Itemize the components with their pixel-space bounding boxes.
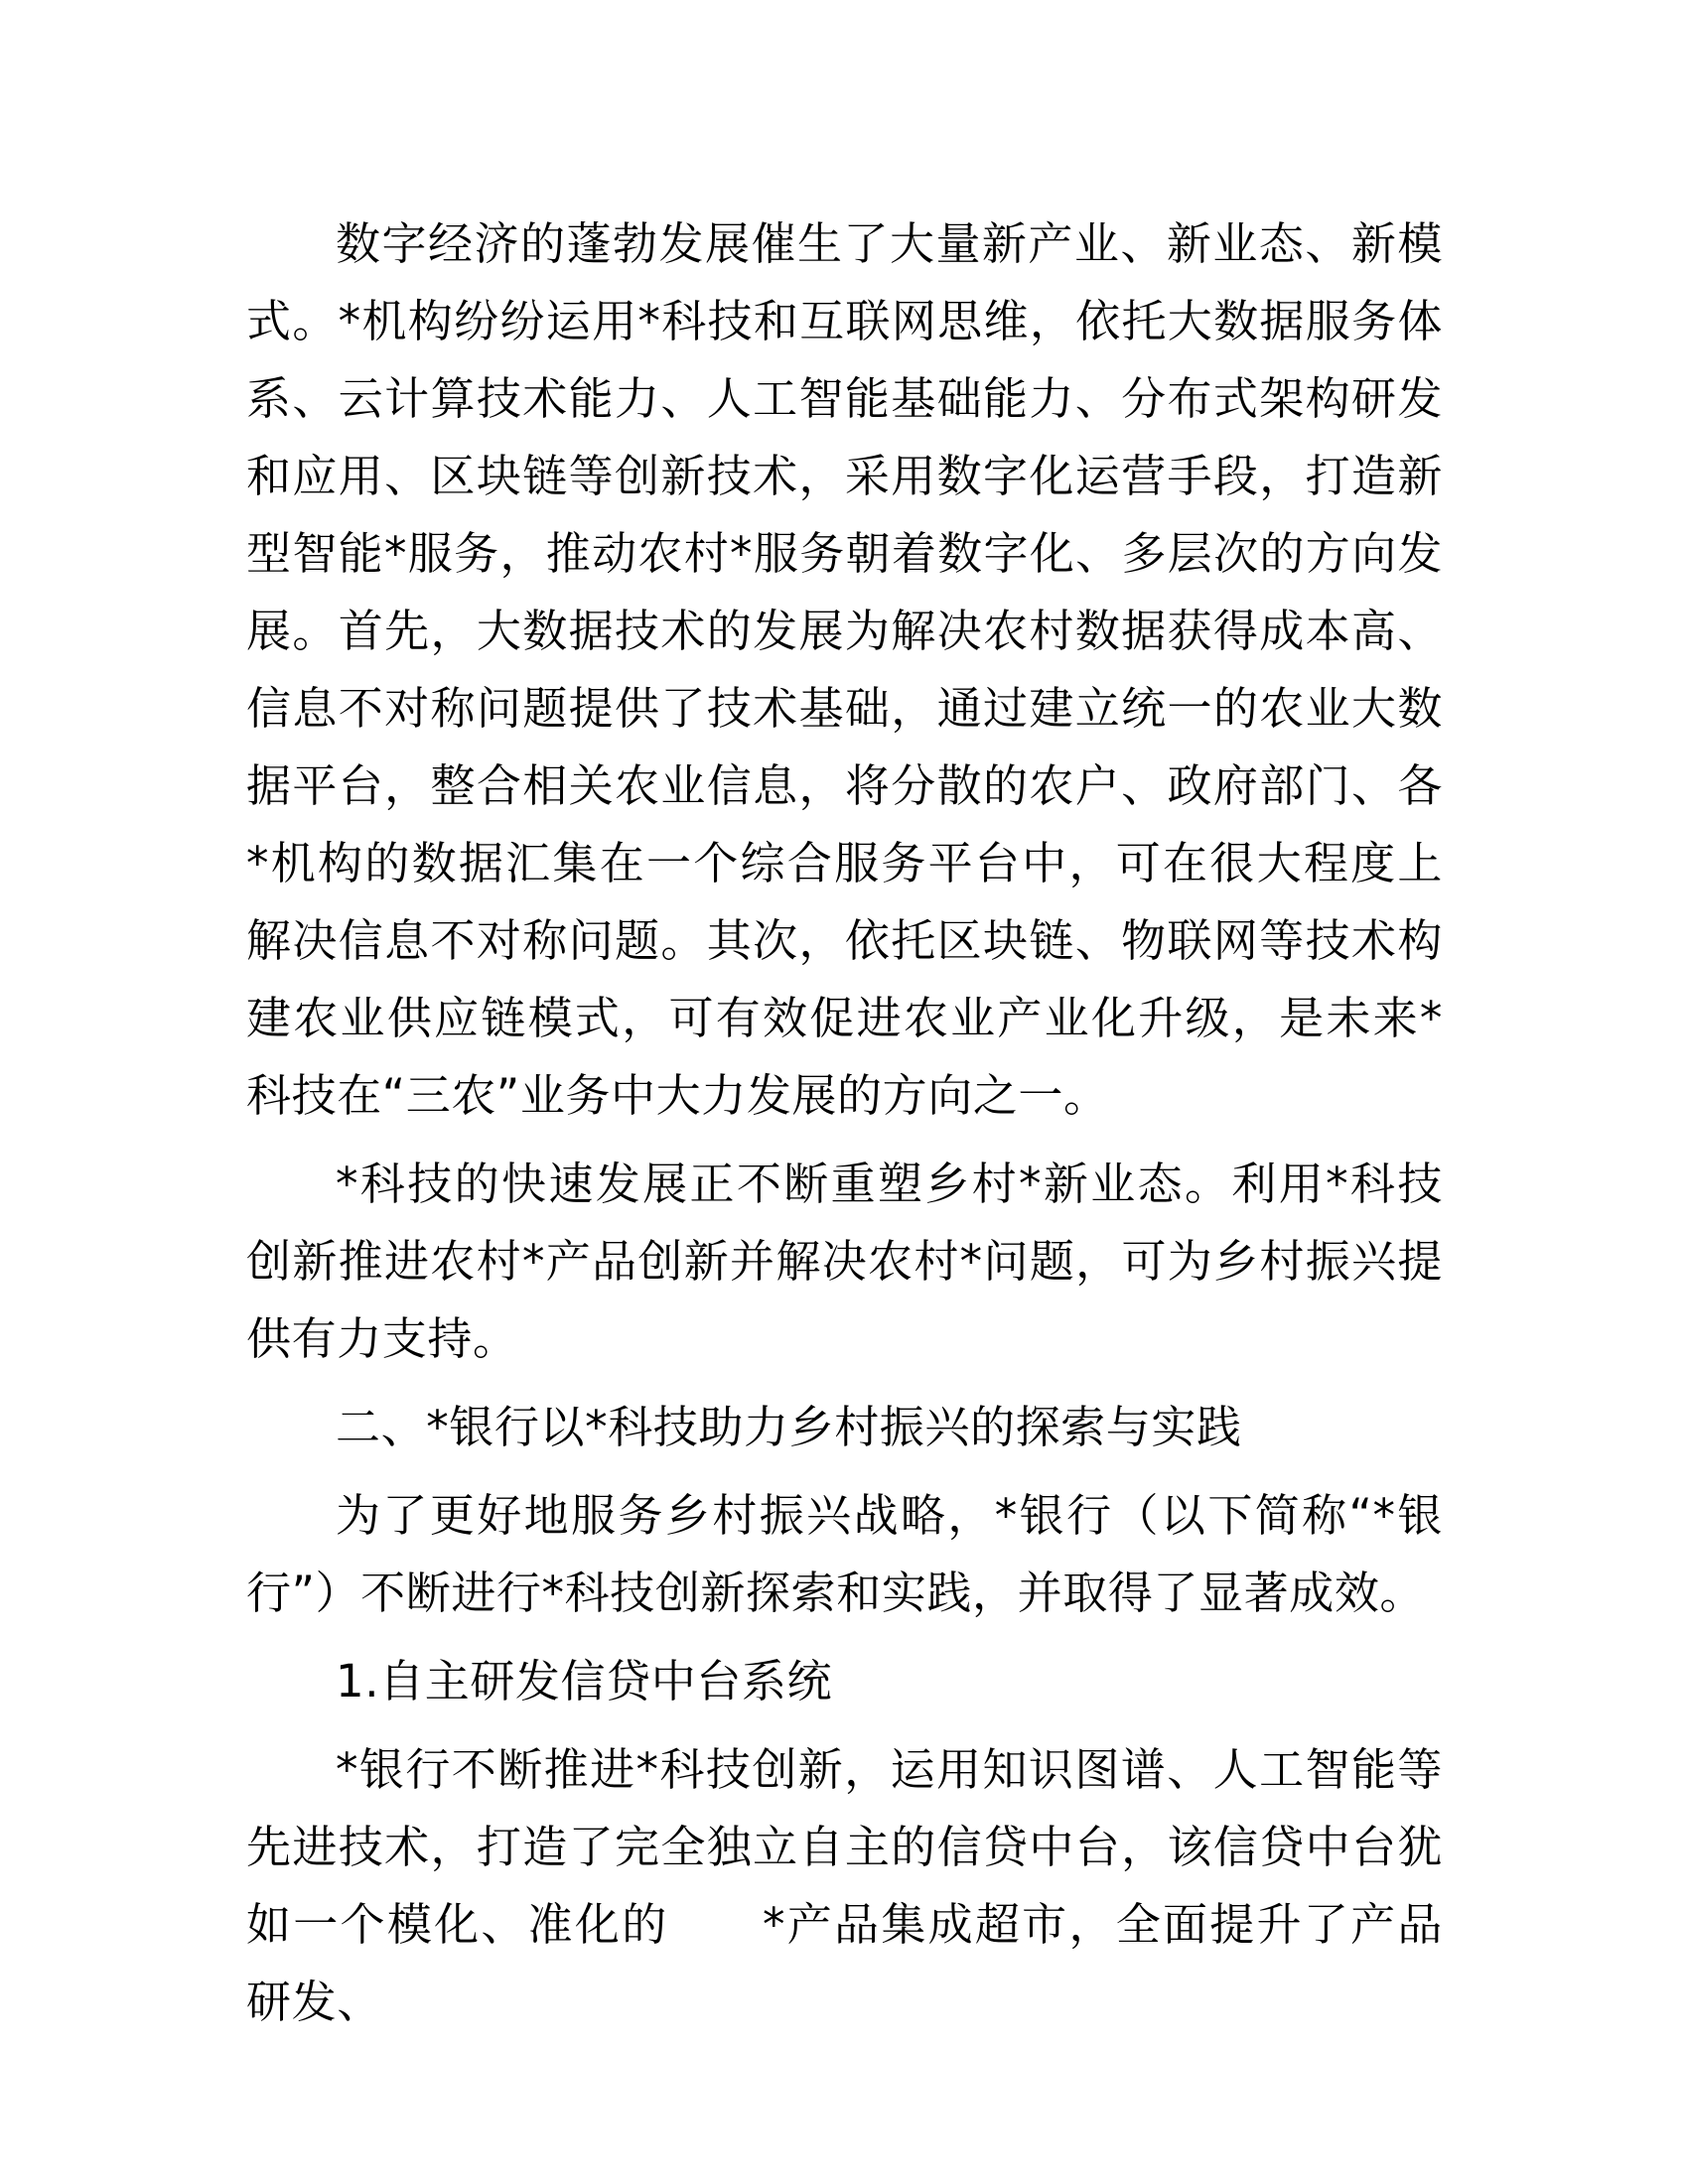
paragraph-digital-economy: 数字经济的蓬勃发展催生了大量新产业、新业态、新模式。*机构纷纷运用*科技和互联网思维，依托大数据服务体系、云计算技术能力、人工智能基础能力、分布式架构研发和应用、区块链等创新技术，采用数字化运营手段，打造新型智能*服务，推动农村*服务朝着数字化、多层次的方向发展。首先，大数据技术的发展为解决农村数据获得成本高、信息不对称问题提供了技术基础，通过建立统一的农业大数据平台，整合相关农业信息，将分散的农户、政府部门、各*机构的数据汇集在一个综合服务平台中，可在很大程度上解决信息不对称问题。其次，依托区块链、物联网等技术构建农业供应链模式，可有效促进农业产业化升级，是未来*科技在“三农”业务中大力发展的方向之一。 (246, 217, 1443, 1122)
body-text (246, 205, 1443, 2041)
paragraph-credit-platform: *银行不断推进*科技创新，运用知识图谱、人工智能等先进技术，打造了完全独立自主的信贷中台，该信贷中台犹如一个模化、准化的 *产品集成超市，全面提升了产品研发、 (246, 1743, 1443, 2028)
paragraph-fintech-reshaping: *科技的快速发展正不断重塑乡村*新业态。利用*科技创新推进农村*产品创新并解决农村*问题，可为乡村振兴提供有力支持。 (246, 1158, 1443, 1365)
paragraph-bank-intro: 为了更好地服务乡村振兴战略，*银行（以下简称“*银行”）不断进行*科技创新探索和实践，并取得了显著成效。 (246, 1489, 1443, 1619)
subsection-heading: 1.自主研发信贷中台系统 (336, 1655, 833, 1707)
section-heading: 二、*银行以*科技助力乡村振兴的探索与实践 (336, 1401, 1242, 1453)
